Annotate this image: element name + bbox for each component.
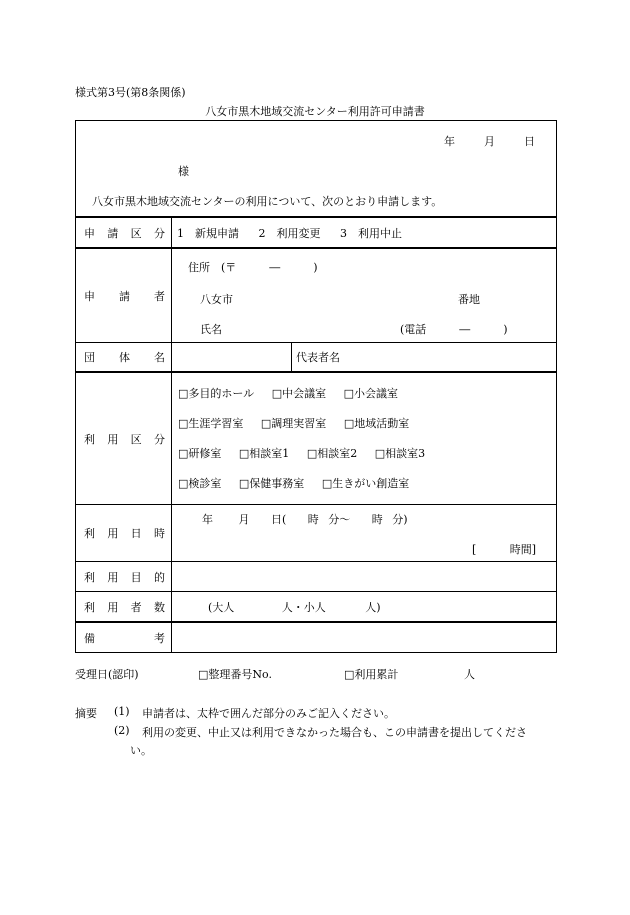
header-cell (76, 121, 557, 218)
application-form-table (75, 120, 557, 653)
room-consult-2[interactable]: □相談室2 (306, 447, 358, 460)
name-label: 氏名 (200, 323, 222, 336)
representative-label: 代表者名 (296, 351, 340, 364)
room-medium-meeting[interactable]: □中会議室 (271, 387, 327, 400)
usage-purpose-label: 利 用 目 的 (76, 562, 172, 592)
form-number: 様式第3号(第8条関係) (75, 86, 186, 99)
room-consult-3[interactable]: □相談室3 (374, 447, 426, 460)
user-count-label: 利 用 者 数 (76, 592, 172, 623)
date-day-label: 日 (524, 135, 535, 148)
group-name-label: 団 体 名 (76, 343, 172, 373)
room-lifelong-learning[interactable]: □生涯学習室 (178, 417, 244, 430)
user-count-field[interactable]: (大人 人・小人 人) (172, 592, 557, 623)
room-multipurpose-hall[interactable]: □多目的ホール (178, 387, 255, 400)
remarks-field[interactable] (172, 622, 557, 653)
child-label: 人・小人 (281, 600, 326, 614)
banchi-label: 番地 (458, 293, 480, 306)
applicant-fields[interactable]: 住所 (〒 ― ) 八女市 番地 氏名 (電話 ― ) (172, 248, 557, 343)
city-label: 八女市 (200, 293, 233, 306)
note-1-text: 申請者は、太枠で囲んだ部分のみご記入ください。 (142, 707, 395, 720)
usage-category-label: 利 用 区 分 (76, 372, 172, 505)
room-community[interactable]: □地域活動室 (343, 417, 410, 430)
usage-category-options (172, 372, 557, 505)
option-new[interactable]: 1 新規申請 (177, 226, 239, 240)
address-label: 住所 (〒 (188, 261, 237, 274)
application-date[interactable] (444, 133, 535, 149)
notes-label: 摘要 (75, 707, 97, 720)
applicant-label: 申 請 者 (76, 248, 172, 343)
addressee-label: 様 (178, 165, 189, 178)
note-1-number: (1) (114, 705, 130, 718)
group-name-field[interactable] (172, 343, 292, 373)
option-change[interactable]: 2 利用変更 (258, 226, 321, 240)
hours-label: 時間] (509, 543, 537, 556)
phone-label: (電話 (400, 323, 427, 336)
intro-text: 八女市黒木地域交流センターの利用について、次のとおり申請します。 (92, 195, 443, 208)
room-cooking[interactable]: □調理実習室 (260, 417, 327, 430)
option-cancel[interactable]: 3 利用中止 (340, 226, 402, 240)
cumulative-usage-label: □利用累計 (344, 668, 399, 681)
usage-datetime-label: 利 用 日 時 (76, 505, 172, 562)
adult-label: (大人 (208, 600, 235, 614)
usage-datetime-field[interactable]: 年 月 日( 時 分〜 時 分) [ 時間] (172, 505, 557, 562)
room-ikigai[interactable]: □生きがい創造室 (321, 477, 410, 490)
room-consult-1[interactable]: □相談室1 (238, 447, 290, 460)
usage-purpose-field[interactable] (172, 562, 557, 592)
note-2-continued: い。 (130, 744, 152, 757)
date-month-label: 月 (484, 135, 495, 148)
representative-field[interactable] (292, 343, 557, 373)
receipt-date-label: 受理日(認印) (75, 668, 139, 681)
application-type-options (172, 217, 557, 248)
room-training[interactable]: □研修室 (178, 447, 222, 460)
note-2-text: 利用の変更、中止又は利用できなかった場合も、この申請書を提出してくださ (142, 726, 527, 739)
remarks-label: 備 考 (76, 622, 172, 653)
room-small-meeting[interactable]: □小会議室 (343, 387, 398, 400)
person-unit: 人 (464, 668, 475, 681)
document-title: 八女市黒木地域交流センター利用許可申請書 (205, 105, 425, 118)
note-2-number: (2) (114, 724, 130, 737)
date-year-label: 年 (444, 135, 455, 148)
room-health-office[interactable]: □保健事務室 (238, 477, 305, 490)
room-checkup[interactable]: □検診室 (178, 477, 222, 490)
application-type-label: 申 請 区 分 (76, 217, 172, 248)
reference-number-label: □整理番号No. (198, 668, 272, 681)
